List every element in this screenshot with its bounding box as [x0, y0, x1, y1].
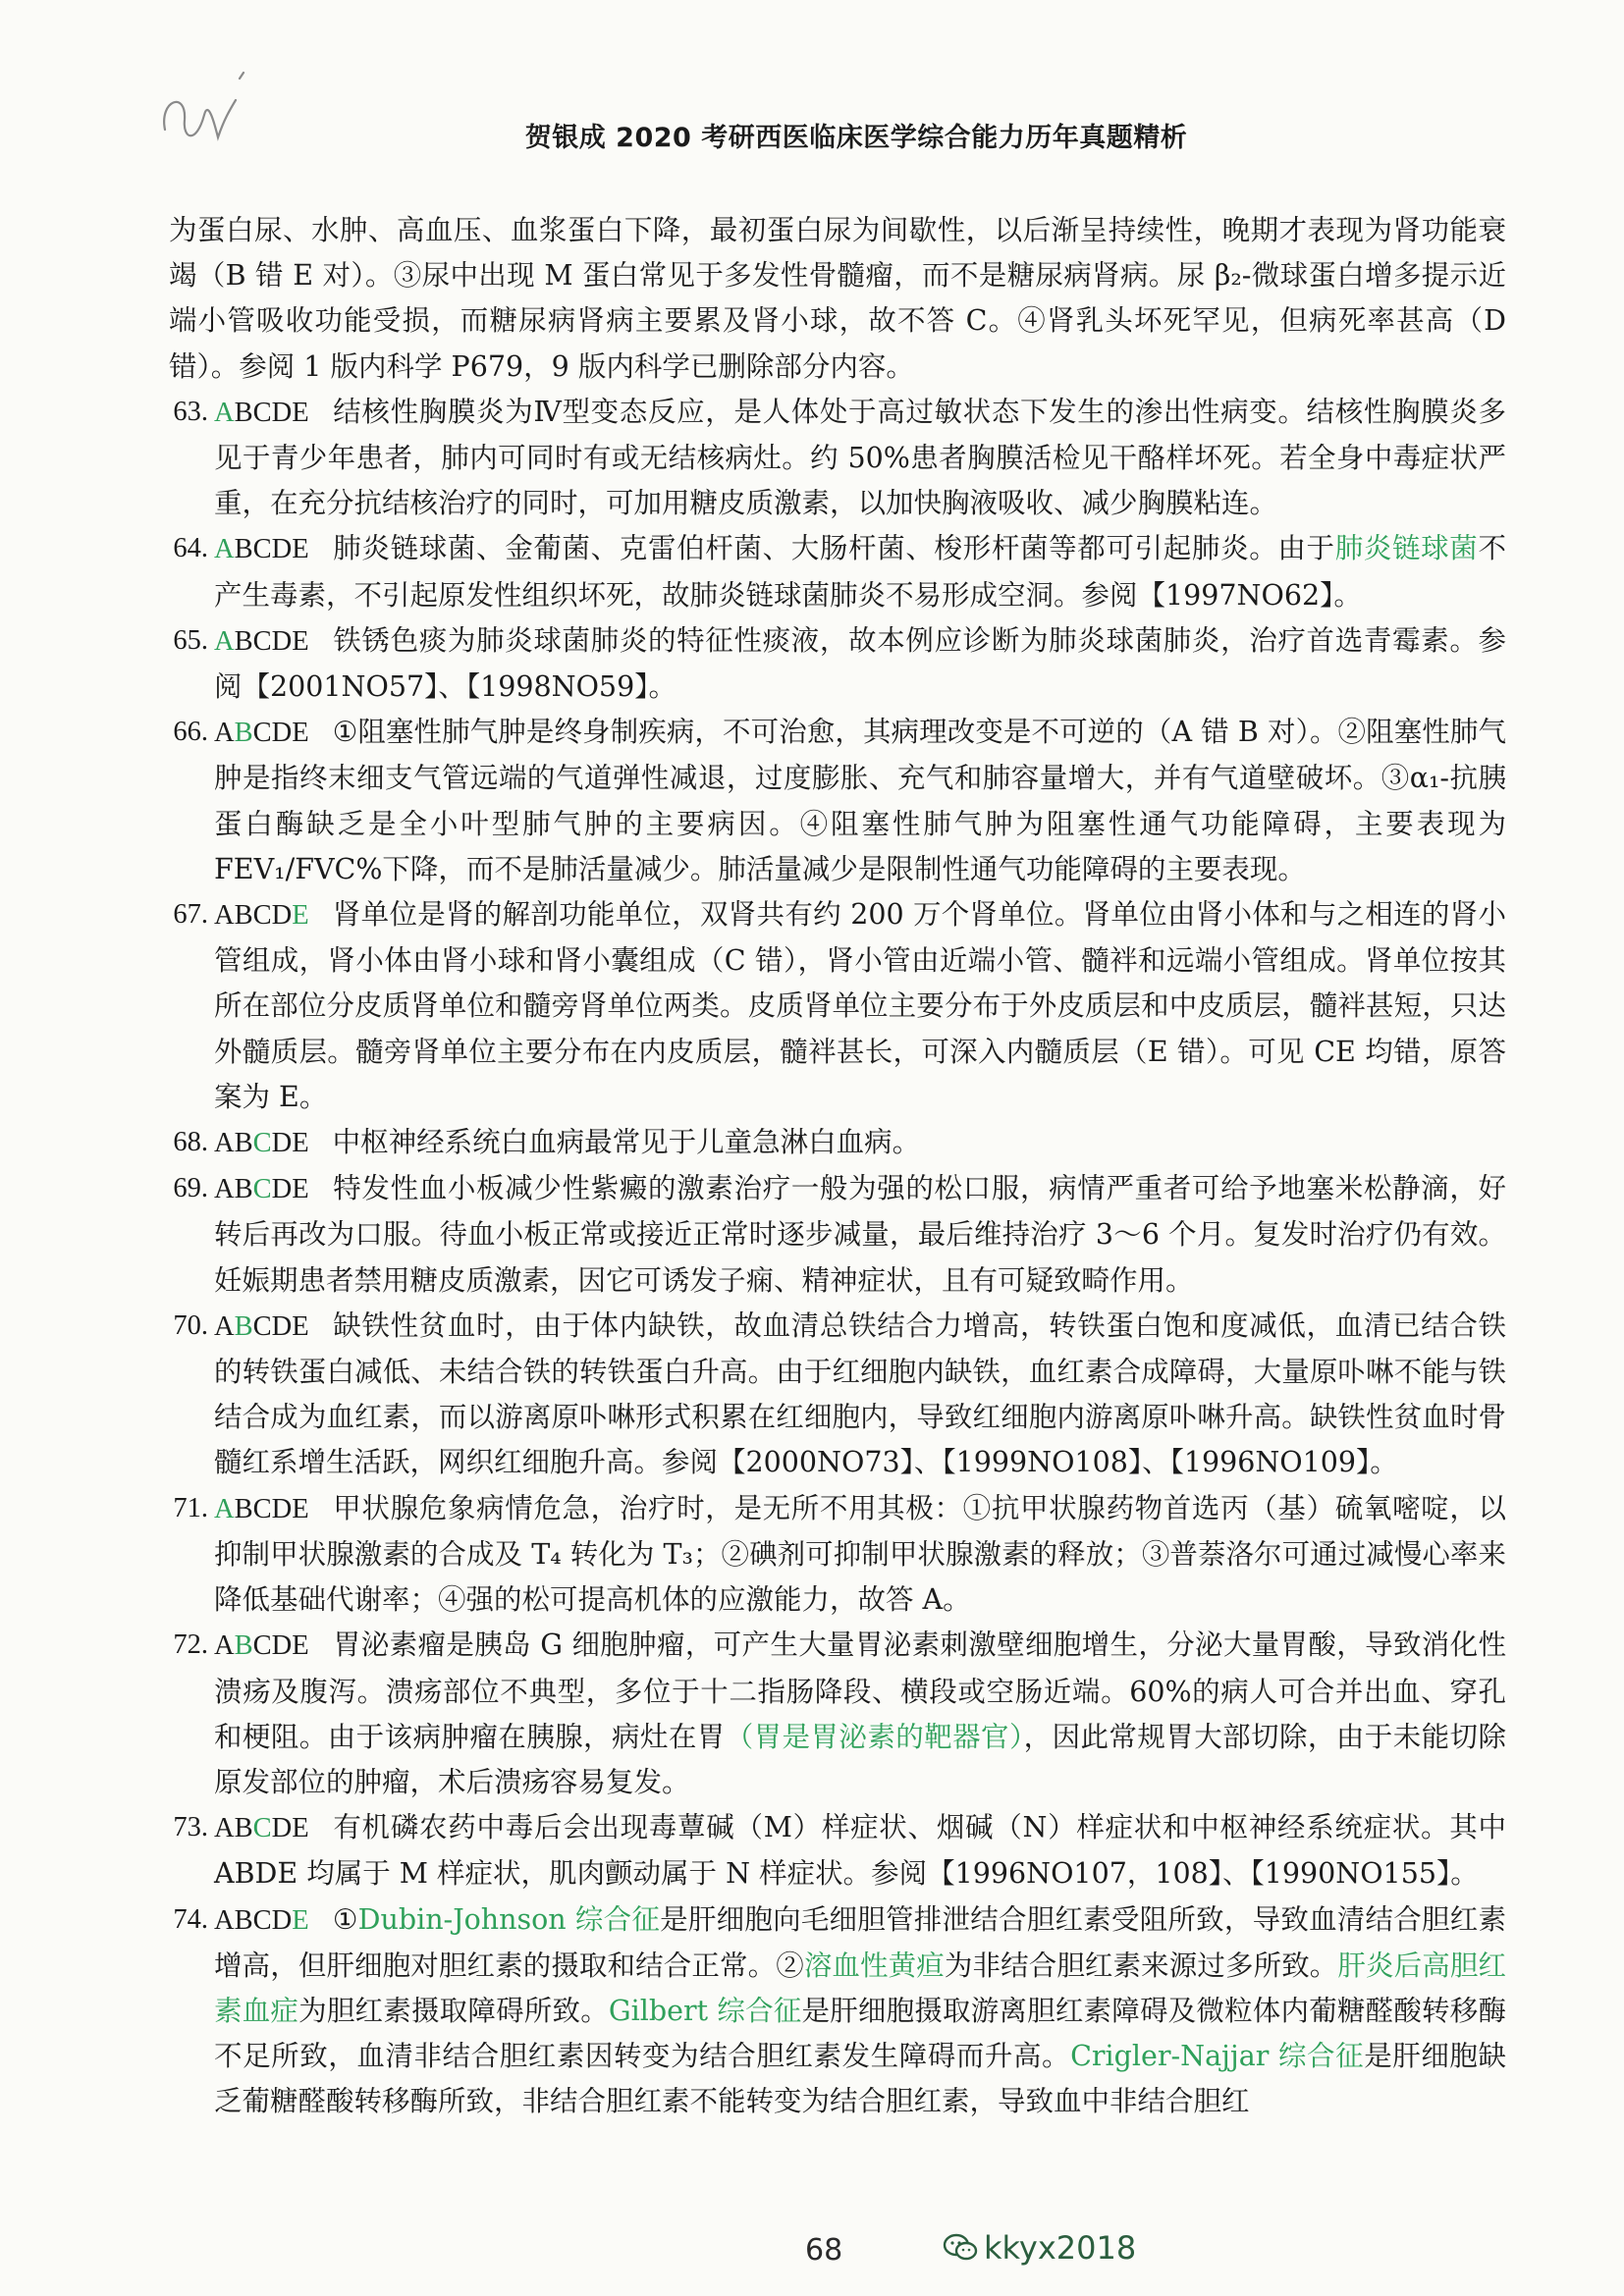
- correct-answer: A: [214, 1493, 235, 1524]
- explanation-text: 肺炎链球菌、金葡菌、克雷伯杆菌、大肠杆菌、梭形杆菌等都可引起肺炎。由于: [332, 532, 1335, 565]
- explanation-text: 是肝细胞缺乏葡糖醛酸转移酶所致，非结合胆红素不能转变为结合胆红素，导致血中非结合胆红: [214, 2040, 1506, 2118]
- item-number: 67.: [173, 899, 208, 931]
- explanation-text: 不产生毒素，不引起原发性组织坏死，故肺炎链球菌肺炎不易形成空洞。参阅【1997NO62】。: [214, 532, 1506, 612]
- explanation-text: 甲状腺危象病情危急，治疗时，是无所不用其极：①抗甲状腺药物首选丙（基）硫氧嘧啶，以抑制甲状腺激素的合成及 T₄ 转化为 T₃；②碘剂可抑制甲状腺激素的释放；③普萘洛尔可通过减慢心率来降低基础代谢率；④强的松可提高机体的应激能力，故答 A。: [214, 1491, 1506, 1617]
- option-letters: DE: [271, 1174, 309, 1205]
- explanation-text: ①阻塞性肺气肿是终身制疾病，不可治愈，其病理改变是不可逆的（A 错 B 对）。②阻塞性肺气肿是指终末细支气管远端的气道弹性减退，过度膨胀、充气和肺容量增大，并有气道壁破坏。③α₁-抗胰蛋白酶缺乏是全小叶型肺气肿的主要病因。④阻塞性肺气肿为阻塞性通气功能障碍，主要表现为 FEV₁/FVC%下降，而不是肺活量减少。肺活量减少是限制性通气功能障碍的主要表现。: [214, 716, 1506, 885]
- correct-answer: E: [292, 900, 309, 932]
- answer-options: [214, 1494, 309, 1524]
- option-letters: BCDE: [234, 534, 309, 565]
- wechat-icon: [943, 2233, 978, 2263]
- explanation-text: 为胆红素摄取障碍所致。: [298, 1994, 609, 2027]
- answer-options: [214, 900, 309, 931]
- answer-item: [169, 892, 1506, 1120]
- highlighted-term: 肝炎后高胆红素血症: [214, 1949, 1506, 2027]
- correct-answer: B: [234, 1310, 253, 1342]
- answer-options: [214, 1174, 309, 1204]
- answer-options: [214, 1311, 309, 1342]
- correct-answer: C: [252, 1174, 272, 1205]
- explanation-text: 结核性胸膜炎为Ⅳ型变态反应，是人体处于高过敏状态下发生的渗出性病变。结核性胸膜炎多见于青少年患者，肺内可同时有或无结核病灶。约 50%患者胸膜活检见干酪样坏死。若全身中毒症状严重，在充分抗结核治疗的同时，可加用糖皮质激素，以加快胸液吸收、减少胸膜粘连。: [214, 395, 1506, 520]
- option-letters: ABCD: [214, 1904, 293, 1936]
- answer-item: [169, 1304, 1506, 1486]
- item-number: 70.: [173, 1309, 208, 1341]
- answer-item: [169, 526, 1506, 617]
- answer-list: [169, 390, 1506, 2125]
- answer-item: [169, 1805, 1506, 1896]
- answer-item: [169, 618, 1506, 710]
- highlighted-term: Dubin-Johnson 综合征: [357, 1902, 661, 1936]
- explanation-text: 铁锈色痰为肺炎球菌肺炎的特征性痰液，故本例应诊断为肺炎球菌肺炎，治疗首选青霉素。参阅【2001NO57】、【1998NO59】。: [214, 623, 1506, 704]
- footer-watermark: [943, 2229, 1136, 2267]
- option-letters: A: [214, 1630, 235, 1662]
- explanation-text: 有机磷农药中毒后会出现毒蕈碱（M）样症状、烟碱（N）样症状和中枢神经系统症状。其中 ABDE 均属于 M 样症状，肌肉颤动属于 N 样症状。参阅【1996NO107，108】、【1990NO155】。: [214, 1811, 1506, 1891]
- answer-options: [214, 626, 309, 657]
- item-number: 68.: [173, 1127, 208, 1158]
- explanation-text: 胃泌素瘤是胰岛 G 细胞肿瘤，可产生大量胃泌素刺激壁细胞增生，分泌大量胃酸，导致消化性溃疡及腹泻。溃疡部位不典型，多位于十二指肠降段、横段或空肠近端。60%的病人可合并出血、穿孔和梗阻。由于该病肿瘤在胰腺，病灶在胃: [214, 1629, 1506, 1753]
- explanation-text: 特发性血小板减少性紫癜的激素治疗一般为强的松口服，病情严重者可给予地塞米松静滴，好转后再改为口服。待血小板正常或接近正常时逐步减量，最后维持治疗 3～6 个月。复发时治疗仍有效。妊娠期患者禁用糖皮质激素，因它可诱发子痫、精神症状，且有可疑致畸作用。: [214, 1172, 1506, 1297]
- item-number: 72.: [173, 1629, 208, 1661]
- page-header: 贺银成 2020 考研西医临床医学综合能力历年真题精析: [524, 123, 1188, 153]
- option-letters: CDE: [252, 1630, 309, 1662]
- item-number: 69.: [173, 1173, 208, 1204]
- item-number: 73.: [173, 1812, 208, 1843]
- page-number: 68: [805, 2233, 843, 2268]
- item-number: 63.: [173, 396, 208, 427]
- main-content: [169, 208, 1506, 2125]
- answer-item: [169, 390, 1506, 527]
- option-letters: A: [214, 1310, 235, 1342]
- highlighted-term: 肺炎链球菌: [1334, 532, 1479, 565]
- explanation-text: 为非结合胆红素来源过多所致。: [944, 1949, 1338, 1982]
- answer-item: [169, 1120, 1506, 1166]
- explanation-text: ①: [332, 1902, 358, 1936]
- option-letters: BCDE: [234, 625, 309, 657]
- answer-item: [169, 1486, 1506, 1624]
- answer-item: [169, 1897, 1506, 2125]
- correct-answer: C: [252, 1128, 272, 1159]
- option-letters: BCDE: [234, 1493, 309, 1524]
- highlighted-term: Crigler-Najjar 综合征: [1070, 2040, 1365, 2073]
- answer-item: [169, 710, 1506, 892]
- highlighted-term: 溶血性黄疸: [803, 1949, 945, 1982]
- option-letters: BCDE: [234, 397, 309, 428]
- correct-answer: A: [214, 625, 235, 657]
- explanation-text: 是肝细胞摄取游离胆红素障碍及微粒体内葡糖醛酸转移酶不足所致，血清非结合胆红素因转变为结合胆红素发生障碍而升高。: [214, 1994, 1506, 2073]
- explanation-text: ，因此常规胃大部切除，由于未能切除原发部位的肿瘤，术后溃疡容易复发。: [214, 1720, 1506, 1798]
- correct-answer: B: [234, 1630, 253, 1662]
- item-number: 71.: [173, 1492, 208, 1523]
- option-letters: A: [214, 718, 235, 749]
- item-number: 65.: [173, 624, 208, 656]
- item-number: 64.: [173, 533, 208, 564]
- item-number: 74.: [173, 1903, 208, 1935]
- explanation-text: 中枢神经系统白血病最常见于儿童急淋白血病。: [332, 1126, 921, 1159]
- option-letters: AB: [214, 1174, 253, 1205]
- answer-item: [169, 1166, 1506, 1304]
- correct-answer: A: [214, 397, 235, 428]
- option-letters: AB: [214, 1813, 253, 1844]
- option-letters: AB: [214, 1128, 253, 1159]
- answer-options: [214, 1630, 309, 1661]
- item-number: 66.: [173, 717, 208, 748]
- explanation-text: 是肝细胞向毛细胆管排泄结合胆红素受阻所致，导致血清结合胆红素增高，但肝细胞对胆红素的摄取和结合正常。②: [214, 1902, 1506, 1982]
- option-letters: DE: [271, 1813, 309, 1844]
- answer-options: [214, 1813, 309, 1843]
- correct-answer: A: [214, 534, 235, 565]
- correct-answer: E: [292, 1904, 309, 1936]
- explanation-text: 肾单位是肾的解剖功能单位，双肾共有约 200 万个肾单位。肾单位由肾小体和与之相连的肾小管组成，肾小体由肾小球和肾小囊组成（C 错），肾小管由近端小管、髓袢和远端小管组成。肾单位按其所在部位分皮质肾单位和髓旁肾单位两类。皮质肾单位主要分布于外皮质层和中皮质层，髓袢甚短，只达外髓质层。髓旁肾单位主要分布在内皮质层，髓袢甚长，可深入内髓质层（E 错）。可见 CE 均错，原答案为 E。: [214, 898, 1506, 1113]
- option-letters: DE: [271, 1128, 309, 1159]
- answer-options: [214, 534, 309, 564]
- highlighted-term: Gilbert 综合征: [608, 1994, 802, 2027]
- answer-options: [214, 1128, 309, 1158]
- answer-options: [214, 398, 309, 428]
- watermark-text: kkyx2018: [984, 2229, 1137, 2267]
- option-letters: CDE: [252, 718, 309, 749]
- answer-item: [169, 1623, 1506, 1805]
- correct-answer: B: [234, 718, 253, 749]
- correct-answer: C: [252, 1813, 272, 1844]
- option-letters: ABCD: [214, 900, 293, 932]
- highlighted-term: （胃是胃泌素的靶器官）: [725, 1720, 1024, 1753]
- answer-options: [214, 1905, 309, 1936]
- explanation-text: 缺铁性贫血时，由于体内缺铁，故血清总铁结合力增高，转铁蛋白饱和度减低，血清已结合铁的转铁蛋白减低、未结合铁的转铁蛋白升高。由于红细胞内缺铁，血红素合成障碍，大量原卟啉不能与铁结合成为血红素，而以游离原卟啉形式积累在红细胞内，导致红细胞内游离原卟啉升高。缺铁性贫血时骨髓红系增生活跃，网织红细胞升高。参阅【2000NO73】、【1999NO108】、【1996NO109】。: [214, 1308, 1506, 1479]
- option-letters: CDE: [252, 1310, 309, 1342]
- answer-options: [214, 718, 309, 748]
- intro-paragraph: 为蛋白尿、水肿、高血压、血浆蛋白下降，最初蛋白尿为间歇性，以后渐呈持续性，晚期才表现为肾功能衰竭（B 错 E 对）。③尿中出现 M 蛋白常见于多发性骨髓瘤，而不是糖尿病肾病。尿 β₂-微球蛋白增多提示近端小管吸收功能受损，而糖尿病肾病主要累及肾小球，故不答 C。④肾乳头坏死罕见，但病死率甚高（D 错）。参阅 1 版内科学 P679，9 版内科学已删除部分内容。: [169, 214, 1506, 383]
